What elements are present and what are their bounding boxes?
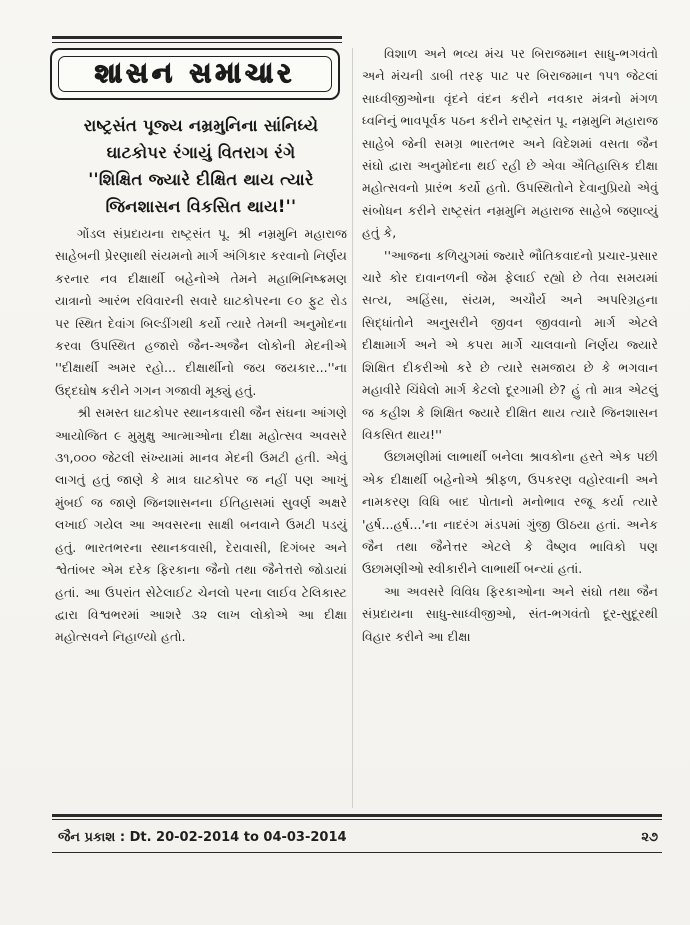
column-divider (352, 48, 353, 808)
page-number: ૨૭ (641, 829, 658, 845)
publication-info: જૈન પ્રકાશ : Dt. 20-02-2014 to 04-03-2014 (58, 829, 347, 845)
section-banner-title: શાસન સમાચાર (94, 58, 296, 89)
article-paragraph: ''આજના કળિયુગમાં જ્યારે ભૌતિકવાદનો પ્રચાર-પ્રસાર ચારે કોર દાવાનળની જેમ ફેલાઈ રહ્યો છે તેવા સમયમાં સત્ય, અહિંસા, સંયમ, અચૌર્ય અને અપરિગ્રહના સિદ્ધાંતોને અનુસરીને જીવન જીવવાનો માર્ગ એટલે દીક્ષામાર્ગ અને એ કપરા માર્ગે ચાલવાનો નિર્ણય જ્યારે શિક્ષિત દીકરીઓ કરે છે ત્યારે સમજાય છે કે ભગવાન મહાવીરે ચિંધેલો માર્ગ કેટલો દૂરગામી છે? હું તો માત્ર એટલું જ કહીશ કે શિક્ષિત જ્યારે દીક્ષિત થાય ત્યારે જિનશાસન વિકસિત થાય!'' (362, 247, 658, 442)
left-column (55, 112, 347, 649)
article-headline (55, 112, 347, 220)
article-paragraph: શ્રી સમસ્ત ઘાટકોપર સ્થાનકવાસી જૈન સંઘના આંગણે આયોજિત ૯ મુમુક્ષુ આત્માઓના દીક્ષા મહોત્સવ અવસરે ૩૧,૦૦૦ જેટલી સંખ્યામાં માનવ મેદની ઉમટી હતી. એવું લાગતું હતું જાણે કે માત્ર ઘાટકોપર જ નહીં પણ આખું મુંબઈ જ જાણે જિનશાસનના ઈતિહાસમાં સુવર્ણ અક્ષરે લખાઈ ગયેલ આ અવસરના સાક્ષી બનવાને ઉમટી પડયું હતું. ભારતભરના સ્થાનકવાસી, દેરાવાસી, દિગંબર અને શ્વેતાંબર એમ દરેક ફિરકાના જૈનો તથા જૈનેત્તરો જોડાયાં હતાં. આ ઉપરાંત સેટેલાઈટ ચેનલો પરના લાઈવ ટેલિકાસ્ટ દ્વારા વિશ્વભરમાં આશરે ૩૨ લાખ લોકોએ આ દીક્ષા મહોત્સવને નિહાળ્યો હતો. (55, 405, 347, 645)
page-footer (58, 826, 658, 848)
headline-line: ''શિક્ષિત જ્યારે દીક્ષિત થાય ત્યારે (88, 170, 314, 189)
footer-rule (52, 852, 662, 853)
headline-line: ઘાટકોપર રંગાયું વિતરાગ રંગે (106, 143, 296, 162)
article-paragraph: ગોંડલ સંપ્રદાયના રાષ્ટ્રસંત પૂ. શ્રી નમ્રમુનિ મહારાજ સાહેબની પ્રેરણાથી સંયમનો માર્ગ અંગિકાર કરવાનો નિર્ણય કરનાર નવ દીક્ષાર્થી બહેનોએ તેમને મહાભિનિષ્ક્રમણ યાત્રાનો આરંભ રવિવારની સવારે ઘાટકોપરના ૯૦ ફુટ રોડ પર સ્થિત દેવાંગ બિલ્ડીંગથી કર્યો ત્યારે તેમની અનુમોદના કરવા ઉપસ્થિત હજારો જૈન-અજૈન લોકોની મેદનીએ ''દીક્ષાર્થી અમર રહો... દીક્ષાર્થીનો જય જયકાર...''ના ઉદ્દઘોષ કરીને ગગન ગજાવી મૂક્યું હતું. (55, 226, 347, 398)
footer-rule (52, 819, 662, 820)
top-rule (52, 36, 342, 39)
headline-line: જિનશાસન વિકસિત થાય!'' (105, 197, 297, 216)
headline-line: રાષ્ટ્રસંત પૂજ્ય નમ્રમુનિના સાંનિધ્યે (83, 116, 319, 135)
footer-rule (52, 814, 662, 817)
article-paragraph: વિશાળ અને ભવ્ય મંચ પર બિરાજમાન સાધુ-ભગવંતો અને મંચની ડાબી તરફ પાટ પર બિરાજમાન ૧૫૧ જેટલાં સાધ્વીજીઓના વૃંદને વંદન કરીને નવકાર મંત્રનો મંગળ ધ્વનિનું ભાવપૂર્વક પઠન કરીને રાષ્ટ્રસંત પૂ. નમ્રમુનિ મહારાજ સાહેબે જેની સમગ્ર ભારતભર અને વિદેશમાં વસતા જૈન સંઘો દ્વારા અનુમોદના થઈ રહી છે એવા ઐતિહાસિક દીક્ષા મહોત્સવનો પ્રારંભ કર્યો હતો. ઉપસ્થિતોને દેવાનુપ્રિયો એવું સંબોધન કરીને રાષ્ટ્રસંત નમ્રમુનિ મહારાજ સાહેબે જણાવ્યું હતું કે, (362, 46, 658, 241)
article-paragraph: આ અવસરે વિવિધ ફિરકાઓના અને સંઘો તથા જૈન સંપ્રદાયના સાધુ-સાધ્વીજીઓ, સંત-ભગવંતો દૂર-સુદૂરથી વિહાર કરીને આ દીક્ષા (362, 583, 658, 644)
section-banner (50, 48, 340, 100)
section-banner-frame (58, 56, 332, 92)
article-paragraph: ઉછામણીમાં લાભાર્થી બનેલા શ્રાવકોના હસ્તે એક પછી એક દીક્ષાર્થી બહેનોએ શ્રીફળ, ઉપકરણ વહોરવાની અને નામકરણ વિધિ બાદ પોતાનો મનોભાવ રજૂ કર્યા ત્યારે 'હર્ષ...હર્ષ...'ના નાદરંગ મંડપમાં ગુંજી ઊઠયા હતાં. અનેક જૈન તથા જૈનેત્તર એટલે કે વૈષ્ણવ ભાવિકો પણ ઉછામણીઓ સ્વીકારીને લાભાર્થી બન્યાં હતાં. (362, 449, 658, 577)
right-column (362, 43, 658, 648)
